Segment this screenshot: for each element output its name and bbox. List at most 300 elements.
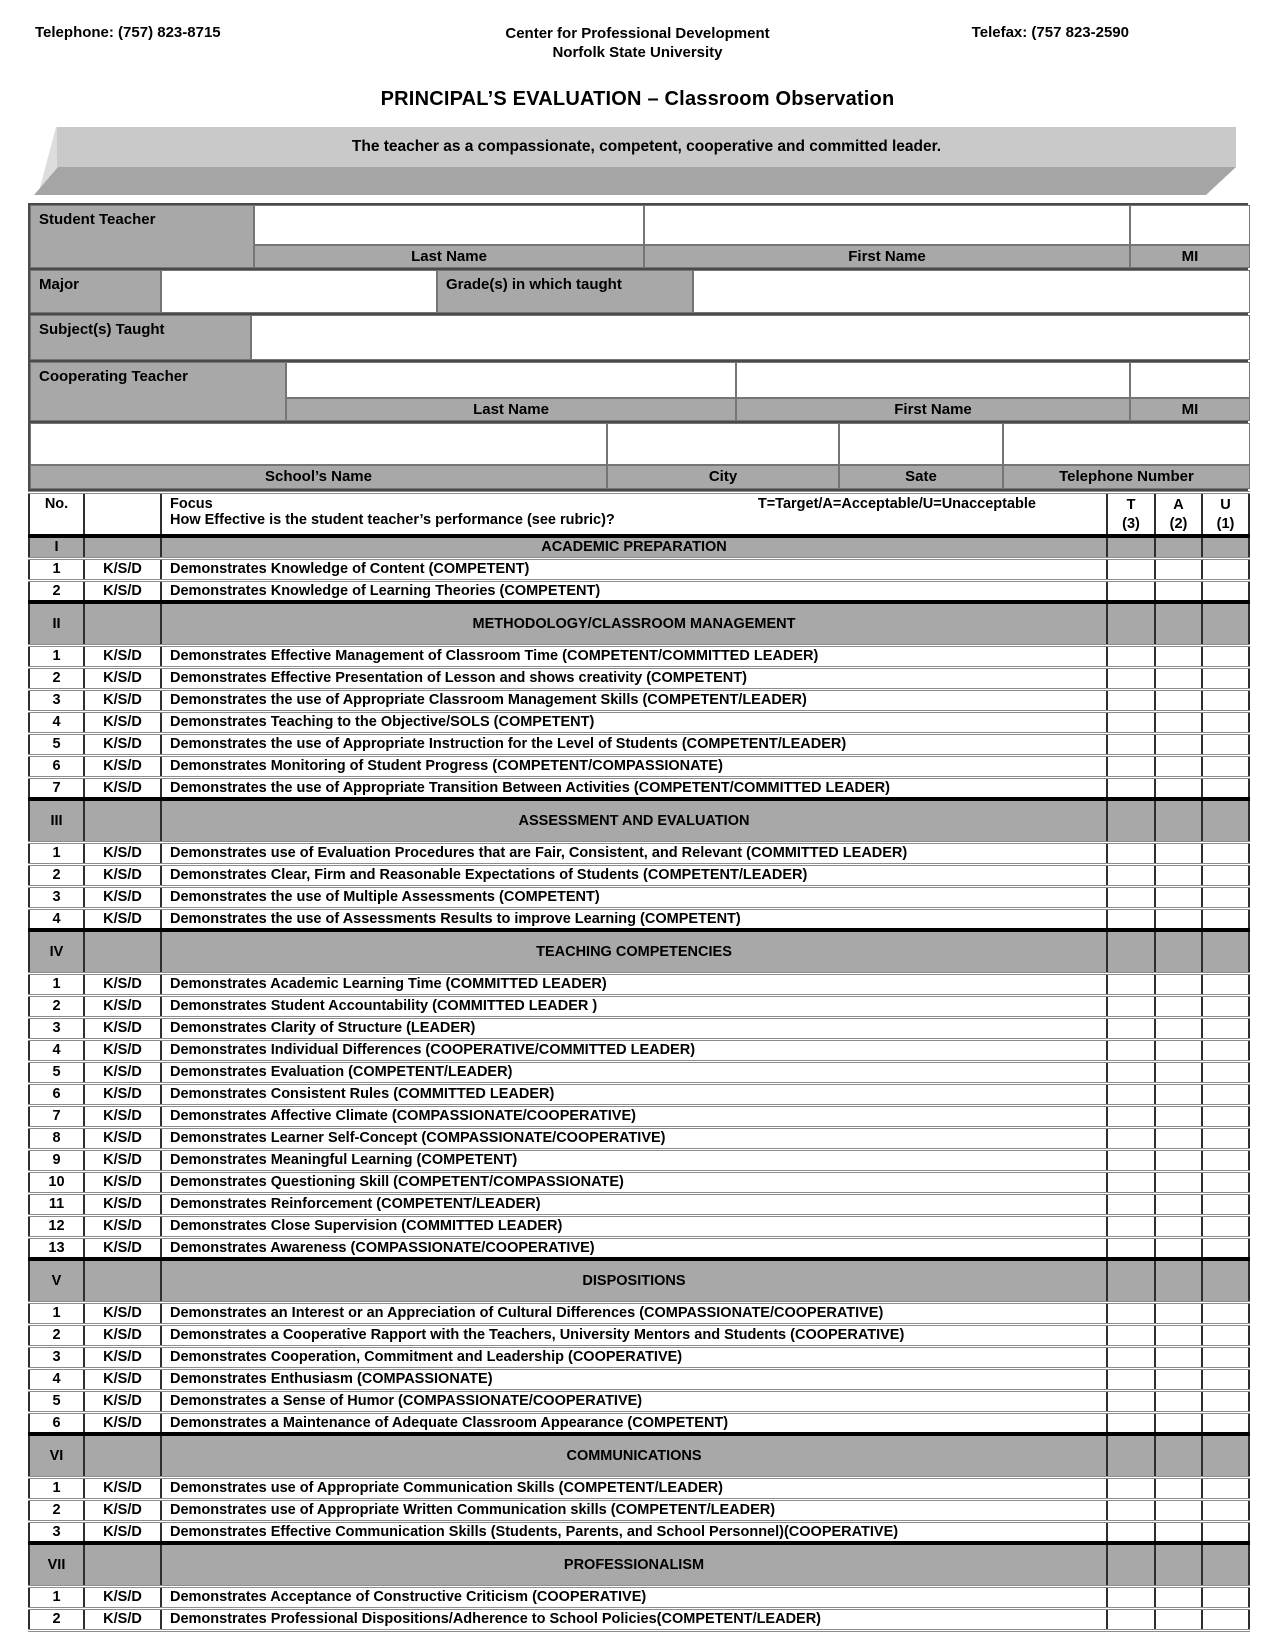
- section-score-spacer: [1107, 602, 1155, 645]
- row-criterion-text: Demonstrates use of Appropriate Written Communication skills (COMPETENT/LEADER): [161, 1499, 1107, 1521]
- focus-column-header: [161, 493, 1107, 537]
- row-number: 1: [29, 558, 84, 580]
- row-ksd: K/S/D: [84, 558, 161, 580]
- row-number: 3: [29, 886, 84, 908]
- row-ksd: K/S/D: [84, 711, 161, 733]
- score-cell-u[interactable]: [1202, 886, 1249, 908]
- row-number: 13: [29, 1237, 84, 1259]
- section-title: TEACHING COMPETENCIES: [161, 930, 1107, 973]
- section-numeral: IV: [29, 930, 84, 973]
- score-cell-u[interactable]: [1202, 1477, 1249, 1499]
- section-score-spacer: [1107, 1259, 1155, 1302]
- identification-form: [28, 203, 1248, 491]
- score-cell-a[interactable]: [1155, 1215, 1202, 1237]
- score-cell-u[interactable]: [1202, 908, 1249, 930]
- evaluation-row: [29, 1171, 1249, 1193]
- evaluation-row: [29, 1521, 1249, 1543]
- section-score-spacer: [1202, 1259, 1249, 1302]
- score-cell-u[interactable]: [1202, 1586, 1249, 1608]
- score-cell-t[interactable]: [1107, 1586, 1155, 1608]
- rating-scale-legend: T=Target/A=Acceptable/U=Unacceptable: [757, 496, 1036, 512]
- row-number: 3: [29, 689, 84, 711]
- row-criterion-text: Demonstrates Meaningful Learning (COMPETENT): [161, 1149, 1107, 1171]
- evaluation-row: [29, 1477, 1249, 1499]
- row-ksd: K/S/D: [84, 1127, 161, 1149]
- row-criterion-text: Demonstrates Close Supervision (COMMITTED LEADER): [161, 1215, 1107, 1237]
- score-cell-a[interactable]: [1155, 667, 1202, 689]
- score-cell-a[interactable]: [1155, 711, 1202, 733]
- section-score-spacer: [1107, 930, 1155, 973]
- banner-ribbon: [20, 127, 1238, 195]
- section-numeral: VII: [29, 1543, 84, 1586]
- score-cell-u[interactable]: [1202, 1105, 1249, 1127]
- row-number: 3: [29, 1346, 84, 1368]
- evaluation-row: [29, 1608, 1249, 1630]
- score-cell-a[interactable]: [1155, 1412, 1202, 1434]
- section-score-spacer: [1155, 536, 1202, 558]
- score-cell-u[interactable]: [1202, 580, 1249, 602]
- mi-header: MI: [1130, 245, 1250, 268]
- score-cell-u[interactable]: [1202, 1061, 1249, 1083]
- row-ksd: K/S/D: [84, 1193, 161, 1215]
- target-column-header: T (3): [1107, 493, 1155, 537]
- evaluation-row: [29, 864, 1249, 886]
- score-cell-a[interactable]: [1155, 864, 1202, 886]
- row-number: 2: [29, 1324, 84, 1346]
- section-spacer: [84, 536, 161, 558]
- evaluation-row: [29, 645, 1249, 667]
- row-number: 5: [29, 1390, 84, 1412]
- row-ksd: K/S/D: [84, 1521, 161, 1543]
- score-cell-a[interactable]: [1155, 1017, 1202, 1039]
- row-number: 2: [29, 995, 84, 1017]
- section-numeral: II: [29, 602, 84, 645]
- score-cell-t[interactable]: [1107, 580, 1155, 602]
- row-criterion-text: Demonstrates Academic Learning Time (COMMITTED LEADER): [161, 973, 1107, 995]
- ksd-column-header: [84, 493, 161, 537]
- row-number: 1: [29, 1302, 84, 1324]
- row-number: 3: [29, 1017, 84, 1039]
- row-criterion-text: Demonstrates Teaching to the Objective/SOLS (COMPETENT): [161, 711, 1107, 733]
- section-band-vi: [29, 1434, 1249, 1477]
- score-cell-a[interactable]: [1155, 1477, 1202, 1499]
- score-cell-u[interactable]: [1202, 973, 1249, 995]
- section-score-spacer: [1202, 799, 1249, 842]
- acceptable-column-header: A (2): [1155, 493, 1202, 537]
- coop-last-name-header: Last Name: [286, 398, 736, 421]
- score-cell-a[interactable]: [1155, 777, 1202, 799]
- cooperating-teacher-label: Cooperating Teacher: [30, 362, 286, 421]
- row-ksd: K/S/D: [84, 1390, 161, 1412]
- row-ksd: K/S/D: [84, 1105, 161, 1127]
- row-ksd: K/S/D: [84, 1215, 161, 1237]
- score-cell-u[interactable]: [1202, 733, 1249, 755]
- row-ksd: K/S/D: [84, 733, 161, 755]
- score-cell-u[interactable]: [1202, 1215, 1249, 1237]
- score-cell-u[interactable]: [1202, 1017, 1249, 1039]
- section-score-spacer: [1202, 930, 1249, 973]
- first-name-header: First Name: [644, 245, 1130, 268]
- score-cell-a[interactable]: [1155, 689, 1202, 711]
- evaluation-row: [29, 1149, 1249, 1171]
- score-cell-t[interactable]: [1107, 1083, 1155, 1105]
- score-cell-a[interactable]: [1155, 1061, 1202, 1083]
- telephone-number-header: Telephone Number: [1003, 465, 1250, 489]
- score-cell-a[interactable]: [1155, 1237, 1202, 1259]
- score-cell-u[interactable]: [1202, 1083, 1249, 1105]
- row-ksd: K/S/D: [84, 689, 161, 711]
- row-number: 5: [29, 733, 84, 755]
- row-ksd: K/S/D: [84, 1061, 161, 1083]
- score-cell-a[interactable]: [1155, 1083, 1202, 1105]
- row-number: 6: [29, 755, 84, 777]
- section-score-spacer: [1107, 1543, 1155, 1586]
- score-cell-t[interactable]: [1107, 1302, 1155, 1324]
- row-criterion-text: Demonstrates Effective Presentation of Lesson and shows creativity (COMPETENT): [161, 667, 1107, 689]
- evaluation-row: [29, 973, 1249, 995]
- section-title: ASSESSMENT AND EVALUATION: [161, 799, 1107, 842]
- score-cell-t[interactable]: [1107, 1499, 1155, 1521]
- row-criterion-text: Demonstrates Clarity of Structure (LEADER): [161, 1017, 1107, 1039]
- evaluation-row: [29, 689, 1249, 711]
- score-cell-a[interactable]: [1155, 1193, 1202, 1215]
- score-cell-t[interactable]: [1107, 1017, 1155, 1039]
- evaluation-row: [29, 1324, 1249, 1346]
- evaluation-row: [29, 667, 1249, 689]
- evaluation-row: [29, 1127, 1249, 1149]
- score-cell-t[interactable]: [1107, 1193, 1155, 1215]
- score-cell-t[interactable]: [1107, 645, 1155, 667]
- row-criterion-text: Demonstrates the use of Appropriate Transition Between Activities (COMPETENT/COMMITTED LEADER): [161, 777, 1107, 799]
- score-cell-a[interactable]: [1155, 886, 1202, 908]
- score-cell-u[interactable]: [1202, 1412, 1249, 1434]
- row-ksd: K/S/D: [84, 1586, 161, 1608]
- score-cell-t[interactable]: [1107, 1608, 1155, 1630]
- score-cell-t[interactable]: [1107, 1105, 1155, 1127]
- row-ksd: K/S/D: [84, 1324, 161, 1346]
- score-cell-t[interactable]: [1107, 689, 1155, 711]
- section-numeral: I: [29, 536, 84, 558]
- row-number: 4: [29, 1368, 84, 1390]
- row-number: 4: [29, 1039, 84, 1061]
- evaluation-row: [29, 1412, 1249, 1434]
- score-cell-a[interactable]: [1155, 1149, 1202, 1171]
- row-number: 1: [29, 645, 84, 667]
- evaluation-row: [29, 755, 1249, 777]
- section-numeral: V: [29, 1259, 84, 1302]
- row-ksd: K/S/D: [84, 1083, 161, 1105]
- score-cell-a[interactable]: [1155, 645, 1202, 667]
- row-number: 2: [29, 864, 84, 886]
- school-name-input[interactable]: [30, 423, 607, 465]
- score-cell-u[interactable]: [1202, 1368, 1249, 1390]
- row-ksd: K/S/D: [84, 645, 161, 667]
- section-score-spacer: [1202, 536, 1249, 558]
- score-cell-a[interactable]: [1155, 1586, 1202, 1608]
- score-cell-t[interactable]: [1107, 733, 1155, 755]
- row-criterion-text: Demonstrates the use of Assessments Results to improve Learning (COMPETENT): [161, 908, 1107, 930]
- student-teacher-label: Student Teacher: [30, 205, 254, 268]
- row-criterion-text: Demonstrates Enthusiasm (COMPASSIONATE): [161, 1368, 1107, 1390]
- score-cell-t[interactable]: [1107, 1149, 1155, 1171]
- score-cell-t[interactable]: [1107, 1346, 1155, 1368]
- score-cell-a[interactable]: [1155, 842, 1202, 864]
- score-cell-u[interactable]: [1202, 1608, 1249, 1630]
- evaluation-row: [29, 711, 1249, 733]
- score-cell-t[interactable]: [1107, 1521, 1155, 1543]
- row-criterion-text: Demonstrates the use of Appropriate Instruction for the Level of Students (COMPETENT/LEADER): [161, 733, 1107, 755]
- telefax-text: Telefax: (757 823-2590: [971, 24, 1129, 41]
- score-cell-t[interactable]: [1107, 1390, 1155, 1412]
- score-cell-u[interactable]: [1202, 689, 1249, 711]
- row-ksd: K/S/D: [84, 667, 161, 689]
- score-cell-a[interactable]: [1155, 1608, 1202, 1630]
- score-cell-a[interactable]: [1155, 908, 1202, 930]
- score-cell-t[interactable]: [1107, 1127, 1155, 1149]
- unacceptable-column-header: U (1): [1202, 493, 1249, 537]
- row-ksd: K/S/D: [84, 580, 161, 602]
- score-cell-a[interactable]: [1155, 973, 1202, 995]
- score-cell-u[interactable]: [1202, 1521, 1249, 1543]
- row-number: 2: [29, 1499, 84, 1521]
- subjects-block: [28, 313, 1248, 360]
- row-number: 7: [29, 777, 84, 799]
- row-number: 2: [29, 1608, 84, 1630]
- score-cell-u[interactable]: [1202, 645, 1249, 667]
- score-cell-t[interactable]: [1107, 973, 1155, 995]
- evaluation-row: [29, 733, 1249, 755]
- page-title: PRINCIPAL’S EVALUATION – Classroom Observation: [380, 88, 895, 110]
- city-input[interactable]: [607, 423, 839, 465]
- evaluation-row: [29, 777, 1249, 799]
- contact-header: [0, 24, 1275, 66]
- score-cell-t[interactable]: [1107, 886, 1155, 908]
- score-cell-u[interactable]: [1202, 1390, 1249, 1412]
- section-spacer: [84, 1434, 161, 1477]
- row-ksd: K/S/D: [84, 777, 161, 799]
- section-spacer: [84, 1543, 161, 1586]
- row-ksd: K/S/D: [84, 1346, 161, 1368]
- score-cell-u[interactable]: [1202, 1149, 1249, 1171]
- section-score-spacer: [1107, 799, 1155, 842]
- score-cell-u[interactable]: [1202, 1346, 1249, 1368]
- row-number: 6: [29, 1083, 84, 1105]
- student-teacher-block: [28, 203, 1248, 268]
- section-title: PROFESSIONALISM: [161, 1543, 1107, 1586]
- row-ksd: K/S/D: [84, 1477, 161, 1499]
- row-number: 1: [29, 973, 84, 995]
- section-score-spacer: [1202, 1434, 1249, 1477]
- row-ksd: K/S/D: [84, 864, 161, 886]
- evaluation-row: [29, 1368, 1249, 1390]
- row-criterion-text: Demonstrates Acceptance of Constructive Criticism (COOPERATIVE): [161, 1586, 1107, 1608]
- score-cell-t[interactable]: [1107, 777, 1155, 799]
- score-cell-a[interactable]: [1155, 558, 1202, 580]
- major-input[interactable]: [161, 270, 437, 313]
- row-criterion-text: Demonstrates Effective Communication Skills (Students, Parents, and School Personnel)(COOPERATIVE): [161, 1521, 1107, 1543]
- score-cell-a[interactable]: [1155, 1521, 1202, 1543]
- score-cell-a[interactable]: [1155, 1302, 1202, 1324]
- row-criterion-text: Demonstrates use of Evaluation Procedures that are Fair, Consistent, and Relevant (COMMITTED LEADER): [161, 842, 1107, 864]
- section-spacer: [84, 602, 161, 645]
- row-ksd: K/S/D: [84, 995, 161, 1017]
- banner-front-face: [34, 167, 1236, 195]
- score-cell-t[interactable]: [1107, 1477, 1155, 1499]
- score-cell-t[interactable]: [1107, 908, 1155, 930]
- score-cell-u[interactable]: [1202, 1499, 1249, 1521]
- section-band-vii: [29, 1543, 1249, 1586]
- row-criterion-text: Demonstrates a Maintenance of Adequate Classroom Appearance (COMPETENT): [161, 1412, 1107, 1434]
- row-number: 3: [29, 1521, 84, 1543]
- score-cell-a[interactable]: [1155, 1390, 1202, 1412]
- score-cell-u[interactable]: [1202, 842, 1249, 864]
- row-criterion-text: Demonstrates a Sense of Humor (COMPASSIONATE/COOPERATIVE): [161, 1390, 1107, 1412]
- no-column-header: No.: [29, 493, 84, 537]
- row-criterion-text: Demonstrates Reinforcement (COMPETENT/LEADER): [161, 1193, 1107, 1215]
- section-band-i: [29, 536, 1249, 558]
- grades-taught-input[interactable]: [693, 270, 1250, 313]
- row-ksd: K/S/D: [84, 842, 161, 864]
- score-cell-u[interactable]: [1202, 1237, 1249, 1259]
- score-cell-a[interactable]: [1155, 1368, 1202, 1390]
- row-number: 1: [29, 842, 84, 864]
- evaluation-row: [29, 1083, 1249, 1105]
- score-cell-a[interactable]: [1155, 995, 1202, 1017]
- score-cell-t[interactable]: [1107, 755, 1155, 777]
- score-cell-u[interactable]: [1202, 755, 1249, 777]
- evaluation-row: [29, 1193, 1249, 1215]
- score-cell-t[interactable]: [1107, 1324, 1155, 1346]
- score-cell-u[interactable]: [1202, 1302, 1249, 1324]
- row-ksd: K/S/D: [84, 1302, 161, 1324]
- evaluation-row: [29, 886, 1249, 908]
- score-cell-t[interactable]: [1107, 1368, 1155, 1390]
- score-cell-u[interactable]: [1202, 777, 1249, 799]
- section-title: COMMUNICATIONS: [161, 1434, 1107, 1477]
- score-cell-u[interactable]: [1202, 995, 1249, 1017]
- score-cell-t[interactable]: [1107, 1061, 1155, 1083]
- score-cell-u[interactable]: [1202, 558, 1249, 580]
- row-number: 8: [29, 1127, 84, 1149]
- score-cell-u[interactable]: [1202, 711, 1249, 733]
- section-score-spacer: [1155, 1259, 1202, 1302]
- section-score-spacer: [1202, 1543, 1249, 1586]
- score-cell-u[interactable]: [1202, 864, 1249, 886]
- row-criterion-text: Demonstrates use of Appropriate Communication Skills (COMPETENT/LEADER): [161, 1477, 1107, 1499]
- score-cell-t[interactable]: [1107, 1237, 1155, 1259]
- score-cell-a[interactable]: [1155, 755, 1202, 777]
- section-score-spacer: [1155, 602, 1202, 645]
- row-criterion-text: Demonstrates Cooperation, Commitment and Leadership (COOPERATIVE): [161, 1346, 1107, 1368]
- score-cell-a[interactable]: [1155, 1171, 1202, 1193]
- section-score-spacer: [1155, 930, 1202, 973]
- section-numeral: III: [29, 799, 84, 842]
- focus-label: Focus: [170, 496, 213, 512]
- row-number: 6: [29, 1412, 84, 1434]
- cooperating-teacher-block: [28, 360, 1248, 421]
- score-cell-t[interactable]: [1107, 864, 1155, 886]
- score-cell-a[interactable]: [1155, 1324, 1202, 1346]
- score-cell-a[interactable]: [1155, 580, 1202, 602]
- score-cell-u[interactable]: [1202, 667, 1249, 689]
- row-number: 1: [29, 1477, 84, 1499]
- row-criterion-text: Demonstrates Student Accountability (COMMITTED LEADER ): [161, 995, 1107, 1017]
- row-criterion-text: Demonstrates Affective Climate (COMPASSIONATE/COOPERATIVE): [161, 1105, 1107, 1127]
- score-cell-u[interactable]: [1202, 1193, 1249, 1215]
- row-criterion-text: Demonstrates Clear, Firm and Reasonable Expectations of Students (COMPETENT/LEADER): [161, 864, 1107, 886]
- student-last-name-input[interactable]: [254, 205, 644, 245]
- evaluation-row: [29, 995, 1249, 1017]
- state-input[interactable]: [839, 423, 1003, 465]
- score-cell-u[interactable]: [1202, 1324, 1249, 1346]
- score-cell-a[interactable]: [1155, 733, 1202, 755]
- coop-mi-input[interactable]: [1130, 362, 1250, 398]
- score-cell-u[interactable]: [1202, 1127, 1249, 1149]
- section-title: METHODOLOGY/CLASSROOM MANAGEMENT: [161, 602, 1107, 645]
- score-cell-a[interactable]: [1155, 1105, 1202, 1127]
- evaluation-row: [29, 1039, 1249, 1061]
- evaluation-row: [29, 842, 1249, 864]
- subjects-taught-input[interactable]: [251, 315, 1250, 360]
- score-cell-t[interactable]: [1107, 995, 1155, 1017]
- school-block: [28, 421, 1248, 491]
- row-criterion-text: Demonstrates an Interest or an Appreciation of Cultural Differences (COMPASSIONATE/COOPERATIVE): [161, 1302, 1107, 1324]
- city-header: City: [607, 465, 839, 489]
- score-cell-a[interactable]: [1155, 1346, 1202, 1368]
- section-numeral: VI: [29, 1434, 84, 1477]
- row-criterion-text: Demonstrates the use of Multiple Assessments (COMPETENT): [161, 886, 1107, 908]
- score-cell-t[interactable]: [1107, 711, 1155, 733]
- score-cell-a[interactable]: [1155, 1039, 1202, 1061]
- row-number: 7: [29, 1105, 84, 1127]
- score-cell-a[interactable]: [1155, 1127, 1202, 1149]
- row-number: 11: [29, 1193, 84, 1215]
- score-cell-t[interactable]: [1107, 558, 1155, 580]
- coop-last-name-input[interactable]: [286, 362, 736, 398]
- score-cell-t[interactable]: [1107, 1412, 1155, 1434]
- major-block: [28, 268, 1248, 313]
- section-spacer: [84, 930, 161, 973]
- section-band-iv: [29, 930, 1249, 973]
- score-cell-t[interactable]: [1107, 1215, 1155, 1237]
- row-ksd: K/S/D: [84, 1017, 161, 1039]
- score-cell-u[interactable]: [1202, 1171, 1249, 1193]
- section-title: ACADEMIC PREPARATION: [161, 536, 1107, 558]
- row-criterion-text: Demonstrates Consistent Rules (COMMITTED LEADER): [161, 1083, 1107, 1105]
- section-score-spacer: [1202, 602, 1249, 645]
- evaluation-row: [29, 1061, 1249, 1083]
- coop-first-name-header: First Name: [736, 398, 1130, 421]
- score-cell-t[interactable]: [1107, 1171, 1155, 1193]
- row-criterion-text: Demonstrates Monitoring of Student Progress (COMPETENT/COMPASSIONATE): [161, 755, 1107, 777]
- score-cell-u[interactable]: [1202, 1039, 1249, 1061]
- evaluation-table: [28, 491, 1250, 1632]
- score-cell-t[interactable]: [1107, 1039, 1155, 1061]
- evaluation-row: [29, 558, 1249, 580]
- row-ksd: K/S/D: [84, 1608, 161, 1630]
- coop-first-name-input[interactable]: [736, 362, 1130, 398]
- score-cell-t[interactable]: [1107, 842, 1155, 864]
- evaluation-row: [29, 1105, 1249, 1127]
- telephone-number-input[interactable]: [1003, 423, 1250, 465]
- student-first-name-input[interactable]: [644, 205, 1130, 245]
- score-cell-a[interactable]: [1155, 1499, 1202, 1521]
- question-label: How Effective is the student teacher’s performance (see rubric)?: [170, 512, 615, 528]
- student-mi-input[interactable]: [1130, 205, 1250, 245]
- section-band-v: [29, 1259, 1249, 1302]
- evaluation-row: [29, 1346, 1249, 1368]
- score-cell-t[interactable]: [1107, 667, 1155, 689]
